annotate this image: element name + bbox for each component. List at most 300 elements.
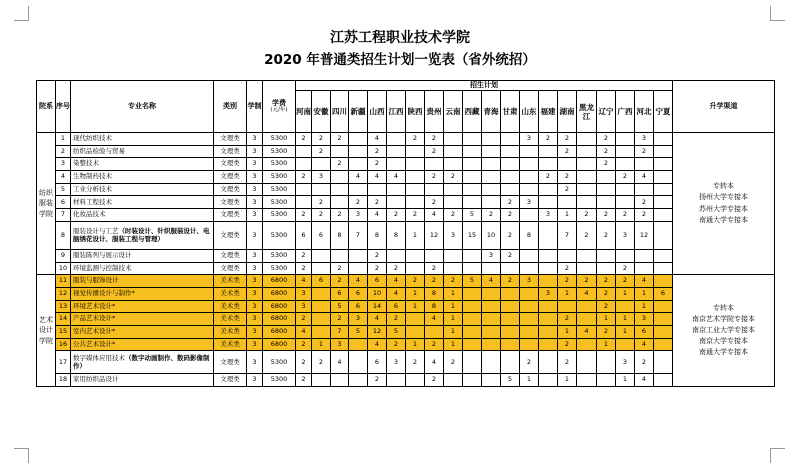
plan-cell [406, 313, 425, 326]
tuition-cell: 6800 [263, 338, 296, 351]
plan-cell: 2 [597, 287, 616, 300]
plan-cell [444, 374, 463, 387]
plan-cell: 2 [635, 145, 654, 158]
plan-cell: 2 [597, 300, 616, 313]
pathway-item: 苏州大学专接本 [699, 204, 748, 213]
plan-cell: 2 [312, 145, 331, 158]
tuition-cell: 5300 [263, 249, 296, 262]
tuition-cell: 6800 [263, 275, 296, 288]
major-name: 产品艺术设计* [73, 314, 116, 323]
plan-cell: 8 [368, 221, 387, 249]
plan-cell: 1 [520, 374, 539, 387]
plan-cell: 4 [368, 171, 387, 184]
pathway-item: 南通大学专接本 [699, 215, 748, 224]
years-cell: 3 [247, 171, 263, 184]
plan-cell [654, 262, 673, 275]
plan-cell [501, 300, 520, 313]
category-cell: 美术类 [214, 300, 247, 313]
plan-cell [425, 158, 444, 171]
plan-cell: 2 [296, 313, 312, 326]
plan-cell: 2 [296, 262, 312, 275]
plan-cell [425, 183, 444, 196]
plan-cell: 2 [635, 196, 654, 209]
plan-cell: 2 [425, 275, 444, 288]
plan-cell: 7 [331, 325, 349, 338]
plan-cell: 2 [296, 171, 312, 184]
plan-cell: 2 [501, 196, 520, 209]
years-cell: 3 [247, 183, 263, 196]
major-cell [71, 351, 214, 374]
tuition-cell: 5300 [263, 145, 296, 158]
plan-cell [501, 145, 520, 158]
plan-cell: 1 [616, 287, 635, 300]
plan-cell: 8 [331, 221, 349, 249]
plan-cell: 2 [296, 338, 312, 351]
plan-cell: 6 [349, 300, 368, 313]
plan-cell: 2 [558, 351, 577, 374]
plan-cell [406, 262, 425, 275]
plan-cell: 5 [463, 275, 482, 288]
header-province: 福建 [539, 91, 558, 133]
plan-cell: 2 [406, 209, 425, 222]
plan-cell: 6 [368, 351, 387, 374]
seq-cell: 4 [56, 171, 71, 184]
plan-cell [387, 145, 406, 158]
plan-cell [349, 145, 368, 158]
tuition-cell: 6800 [263, 313, 296, 326]
plan-cell: 6 [635, 325, 654, 338]
plan-cell: 6 [654, 287, 673, 300]
plan-cell: 1 [616, 313, 635, 326]
category-cell: 美术类 [214, 275, 247, 288]
plan-cell: 2 [425, 338, 444, 351]
years-cell: 3 [247, 374, 263, 387]
category-cell: 文理类 [214, 374, 247, 387]
plan-cell: 4 [368, 313, 387, 326]
plan-cell: 3 [520, 196, 539, 209]
major-name: 染整技术 [73, 159, 99, 168]
tuition-cell: 5300 [263, 221, 296, 249]
header-province: 湖南 [558, 91, 577, 133]
crop-mark-bottom-right [770, 448, 785, 463]
header-province: 山西 [368, 91, 387, 133]
plan-cell: 2 [331, 209, 349, 222]
plan-cell [312, 287, 331, 300]
plan-cell: 1 [597, 313, 616, 326]
plan-cell [616, 300, 635, 313]
plan-cell: 4 [635, 171, 654, 184]
major-cell [71, 145, 214, 158]
plan-cell: 2 [558, 145, 577, 158]
plan-cell [539, 196, 558, 209]
plan-cell [331, 374, 349, 387]
plan-cell [463, 133, 482, 146]
plan-cell: 4 [387, 171, 406, 184]
table-row [37, 196, 775, 209]
plan-cell: 2 [616, 275, 635, 288]
plan-cell [463, 338, 482, 351]
table-row [37, 171, 775, 184]
plan-cell: 1 [616, 325, 635, 338]
plan-cell [501, 313, 520, 326]
header-years: 学制 [247, 81, 263, 133]
pathway-item: 南通大学专接本 [699, 348, 748, 357]
category-cell: 文理类 [214, 145, 247, 158]
plan-cell: 2 [616, 262, 635, 275]
years-cell: 3 [247, 196, 263, 209]
plan-cell: 3 [520, 275, 539, 288]
plan-cell: 4 [482, 275, 501, 288]
category-cell: 文理类 [214, 171, 247, 184]
plan-cell [616, 133, 635, 146]
plan-cell: 2 [312, 209, 331, 222]
plan-cell: 1 [406, 338, 425, 351]
tuition-cell: 6800 [263, 287, 296, 300]
plan-cell [635, 183, 654, 196]
plan-cell: 1 [444, 313, 463, 326]
major-name: 室内艺术设计* [73, 327, 116, 336]
plan-cell [577, 313, 597, 326]
plan-cell: 3 [296, 287, 312, 300]
years-cell: 3 [247, 351, 263, 374]
plan-cell: 15 [463, 221, 482, 249]
seq-cell: 7 [56, 209, 71, 222]
plan-cell: 2 [387, 209, 406, 222]
plan-cell: 3 [482, 249, 501, 262]
plan-cell: 3 [349, 313, 368, 326]
plan-cell: 2 [577, 221, 597, 249]
plan-cell [501, 158, 520, 171]
plan-cell: 5 [331, 300, 349, 313]
plan-cell [331, 183, 349, 196]
plan-cell: 1 [597, 338, 616, 351]
header-province: 西藏 [463, 91, 482, 133]
plan-cell: 1 [558, 209, 577, 222]
plan-cell: 2 [539, 133, 558, 146]
plan-cell: 3 [616, 221, 635, 249]
plan-cell [312, 300, 331, 313]
plan-cell: 3 [296, 300, 312, 313]
plan-cell [501, 287, 520, 300]
major-name: 服装设计与工艺 [73, 227, 119, 236]
plan-cell [349, 183, 368, 196]
years-cell: 3 [247, 300, 263, 313]
category-cell: 美术类 [214, 325, 247, 338]
plan-cell: 2 [597, 145, 616, 158]
plan-cell: 2 [635, 351, 654, 374]
plan-cell [654, 158, 673, 171]
major-cell [71, 249, 214, 262]
seq-cell: 3 [56, 158, 71, 171]
major-cell [71, 374, 214, 387]
plan-cell [539, 313, 558, 326]
plan-cell [558, 249, 577, 262]
plan-cell: 14 [368, 300, 387, 313]
years-cell: 3 [247, 158, 263, 171]
years-cell: 3 [247, 287, 263, 300]
plan-cell [539, 221, 558, 249]
plan-cell: 4 [296, 275, 312, 288]
plan-cell [444, 196, 463, 209]
plan-cell: 2 [331, 313, 349, 326]
seq-cell: 15 [56, 325, 71, 338]
plan-cell: 2 [368, 262, 387, 275]
plan-cell [597, 249, 616, 262]
plan-cell: 2 [444, 275, 463, 288]
plan-cell [296, 183, 312, 196]
plan-cell [501, 171, 520, 184]
plan-cell: 4 [368, 209, 387, 222]
plan-cell [482, 351, 501, 374]
plan-cell [520, 183, 539, 196]
plan-cell: 2 [444, 171, 463, 184]
header-province: 新疆 [349, 91, 368, 133]
header-tuition-unit: (元/年) [270, 107, 288, 114]
years-cell: 3 [247, 275, 263, 288]
plan-cell: 4 [577, 287, 597, 300]
plan-cell: 5 [463, 209, 482, 222]
plan-cell: 2 [368, 374, 387, 387]
plan-cell [616, 145, 635, 158]
header-province: 安徽 [312, 91, 331, 133]
plan-cell [482, 262, 501, 275]
tuition-cell: 5300 [263, 262, 296, 275]
plan-cell [312, 183, 331, 196]
major-name: 服装与服饰设计 [73, 276, 119, 285]
major-name: 家用纺织品设计 [73, 375, 119, 384]
plan-cell: 2 [368, 158, 387, 171]
years-cell: 3 [247, 133, 263, 146]
plan-cell: 12 [368, 325, 387, 338]
category-cell: 美术类 [214, 313, 247, 326]
plan-cell: 1 [558, 287, 577, 300]
pathway-item: 扬州大学专接本 [699, 193, 748, 202]
plan-cell [520, 262, 539, 275]
category-cell: 文理类 [214, 133, 247, 146]
plan-cell [406, 196, 425, 209]
plan-cell: 2 [296, 249, 312, 262]
seq-cell: 17 [56, 351, 71, 374]
crop-mark-top-left [14, 6, 29, 21]
header-tuition-label: 学费 [272, 99, 286, 108]
plan-cell [577, 133, 597, 146]
major-name: 视觉传播设计与制作* [73, 288, 135, 297]
plan-cell [406, 374, 425, 387]
plan-cell: 4 [635, 275, 654, 288]
major-cell [71, 338, 214, 351]
plan-cell [349, 158, 368, 171]
plan-cell: 2 [558, 183, 577, 196]
plan-cell [444, 133, 463, 146]
plan-cell [539, 338, 558, 351]
plan-cell [312, 325, 331, 338]
plan-cell [520, 145, 539, 158]
plan-cell [654, 374, 673, 387]
plan-cell [539, 183, 558, 196]
major-cell [71, 300, 214, 313]
category-cell: 文理类 [214, 209, 247, 222]
plan-cell [312, 262, 331, 275]
seq-cell: 5 [56, 183, 71, 196]
tuition-cell: 6800 [263, 325, 296, 338]
major-cell [71, 313, 214, 326]
plan-cell [463, 262, 482, 275]
plan-cell: 1 [616, 374, 635, 387]
plan-cell: 4 [635, 338, 654, 351]
plan-cell [577, 338, 597, 351]
plan-cell [616, 249, 635, 262]
plan-cell [539, 351, 558, 374]
plan-cell [463, 145, 482, 158]
plan-cell: 2 [312, 196, 331, 209]
plan-cell [463, 313, 482, 326]
plan-cell [444, 249, 463, 262]
major-cell [71, 275, 214, 288]
seq-cell: 1 [56, 133, 71, 146]
tuition-cell: 5300 [263, 183, 296, 196]
plan-cell [577, 196, 597, 209]
plan-cell [520, 209, 539, 222]
plan-cell [482, 183, 501, 196]
plan-cell [577, 249, 597, 262]
plan-cell [387, 374, 406, 387]
header-province: 陕西 [406, 91, 425, 133]
pathway-cell [673, 275, 775, 387]
plan-cell: 2 [597, 325, 616, 338]
plan-cell: 3 [635, 313, 654, 326]
plan-cell [654, 325, 673, 338]
plan-cell: 1 [444, 287, 463, 300]
plan-cell [654, 133, 673, 146]
major-note: （数字动画制作、数码影像制作） [73, 354, 210, 371]
plan-cell: 2 [368, 196, 387, 209]
plan-cell: 2 [368, 249, 387, 262]
plan-cell: 3 [616, 351, 635, 374]
plan-cell [463, 351, 482, 374]
category-cell: 文理类 [214, 221, 247, 249]
plan-cell [331, 145, 349, 158]
plan-cell: 6 [312, 275, 331, 288]
plan-cell: 3 [635, 133, 654, 146]
document-subtitle: 2020 年普通类招生计划一览表（省外统招） [264, 52, 536, 68]
category-cell: 文理类 [214, 262, 247, 275]
plan-cell [312, 249, 331, 262]
plan-cell: 2 [444, 351, 463, 374]
plan-cell: 1 [635, 287, 654, 300]
tuition-cell: 5300 [263, 171, 296, 184]
plan-cell [539, 275, 558, 288]
plan-cell [387, 249, 406, 262]
header-province: 甘肃 [501, 91, 520, 133]
plan-cell: 4 [296, 325, 312, 338]
major-name: 纺织品检验与贸易 [73, 146, 125, 155]
pathway-item: 南京工业大学专接本 [692, 326, 755, 334]
table-row [37, 209, 775, 222]
plan-cell: 4 [331, 351, 349, 374]
plan-cell: 4 [387, 275, 406, 288]
plan-cell: 2 [616, 171, 635, 184]
major-cell [71, 183, 214, 196]
plan-cell [463, 196, 482, 209]
plan-cell: 5 [349, 325, 368, 338]
plan-cell [539, 249, 558, 262]
plan-cell: 4 [368, 133, 387, 146]
plan-cell: 2 [425, 171, 444, 184]
plan-cell [312, 313, 331, 326]
plan-cell [482, 145, 501, 158]
years-cell: 3 [247, 221, 263, 249]
table-row [37, 325, 775, 338]
plan-cell: 4 [368, 338, 387, 351]
plan-cell: 2 [558, 275, 577, 288]
years-cell: 3 [247, 338, 263, 351]
plan-cell [558, 196, 577, 209]
plan-cell [539, 145, 558, 158]
plan-cell [406, 158, 425, 171]
plan-cell: 4 [425, 209, 444, 222]
plan-cell [654, 196, 673, 209]
seq-cell: 10 [56, 262, 71, 275]
plan-cell [520, 158, 539, 171]
years-cell: 3 [247, 209, 263, 222]
plan-cell [635, 249, 654, 262]
plan-cell: 2 [387, 262, 406, 275]
seq-cell: 12 [56, 287, 71, 300]
plan-cell: 2 [425, 133, 444, 146]
table-row [37, 158, 775, 171]
plan-cell [520, 249, 539, 262]
plan-cell [654, 313, 673, 326]
major-cell [71, 196, 214, 209]
plan-cell: 1 [558, 374, 577, 387]
plan-cell [654, 209, 673, 222]
plan-cell: 2 [406, 133, 425, 146]
plan-cell [520, 313, 539, 326]
plan-cell [520, 287, 539, 300]
plan-cell [463, 183, 482, 196]
plan-cell [616, 158, 635, 171]
plan-cell: 8 [425, 300, 444, 313]
plan-cell: 2 [368, 145, 387, 158]
plan-cell: 2 [501, 249, 520, 262]
category-cell: 文理类 [214, 196, 247, 209]
header-province: 四川 [331, 91, 349, 133]
plan-cell: 2 [597, 158, 616, 171]
header-plan: 招生计划 [296, 81, 673, 91]
plan-cell [482, 313, 501, 326]
plan-cell [597, 171, 616, 184]
plan-cell: 2 [501, 209, 520, 222]
pathway-cell [673, 133, 775, 275]
plan-cell: 6 [349, 287, 368, 300]
plan-cell [597, 374, 616, 387]
plan-cell [654, 249, 673, 262]
plan-cell: 2 [577, 275, 597, 288]
header-pathway: 升学渠道 [673, 81, 775, 133]
seq-cell: 14 [56, 313, 71, 326]
header-province: 江西 [387, 91, 406, 133]
plan-cell: 2 [349, 196, 368, 209]
tuition-cell: 5300 [263, 374, 296, 387]
plan-cell: 4 [349, 171, 368, 184]
plan-cell [501, 262, 520, 275]
header-province: 辽宁 [597, 91, 616, 133]
plan-cell [539, 325, 558, 338]
plan-cell: 2 [558, 171, 577, 184]
plan-cell [463, 249, 482, 262]
document-title: 江苏工程职业技术学院 [330, 30, 470, 46]
major-name: 服装陈列与展示设计 [73, 250, 132, 259]
